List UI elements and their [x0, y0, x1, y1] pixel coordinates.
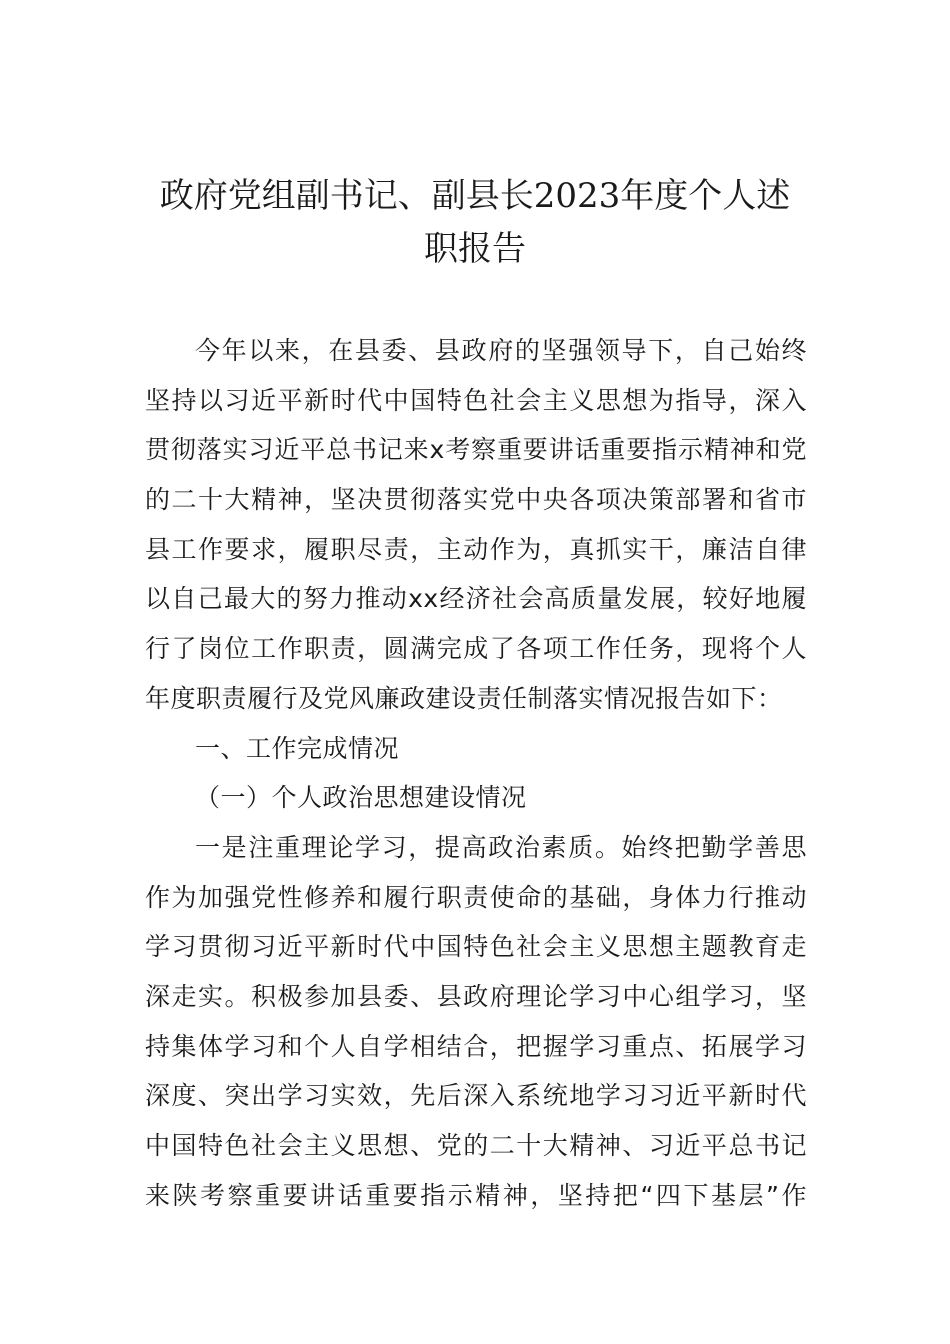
title-line-2: 职报告 [424, 229, 526, 269]
body-line: 深度、突出学习实效，先后深入系统地学习习近平新时代 [145, 1081, 807, 1111]
body-line: 县工作要求，履职尽责，主动作为，真抓实干，廉洁自律 [145, 534, 807, 564]
title-line-1: 政府党组副书记、副县长2023年度个人述 [159, 176, 791, 216]
body-line: 以自己最大的努力推动xx经济社会高质量发展，较好地履 [145, 584, 807, 614]
body-line: 一是注重理论学习，提高政治素质。始终把勤学善思 [195, 832, 807, 862]
document-body [145, 326, 807, 1220]
document-title [100, 170, 850, 276]
body-line: 一、工作完成情况 [195, 733, 400, 763]
body-line: 的二十大精神，坚决贯彻落实党中央各项决策部署和省市 [145, 485, 807, 515]
body-line: 作为加强党性修养和履行职责使命的基础，身体力行推动 [145, 882, 807, 912]
body-line: 中国特色社会主义思想、党的二十大精神、习近平总书记 [145, 1131, 807, 1160]
body-line: 深走实。积极参加县委、县政府理论学习中心组学习，坚 [145, 981, 807, 1011]
body-line: （一）个人政治思想建设情况 [195, 783, 527, 813]
body-line: 来陕考察重要讲话重要指示精神，坚持把“四下基层”作 [145, 1180, 807, 1210]
body-line: 行了岗位工作职责，圆满完成了各项工作任务，现将个人 [145, 634, 807, 664]
body-line: 坚持以习近平新时代中国特色社会主义思想为指导，深入 [145, 385, 807, 415]
body-line: 今年以来，在县委、县政府的坚强领导下，自己始终 [195, 336, 807, 365]
body-line: 持集体学习和个人自学相结合，把握学习重点、拓展学习 [145, 1031, 807, 1061]
body-line: 学习贯彻习近平新时代中国特色社会主义思想主题教育走 [145, 932, 807, 962]
body-line: 年度职责履行及党风廉政建设责任制落实情况报告如下： [145, 683, 783, 713]
body-line: 贯彻落实习近平总书记来x考察重要讲话重要指示精神和党 [145, 435, 807, 465]
